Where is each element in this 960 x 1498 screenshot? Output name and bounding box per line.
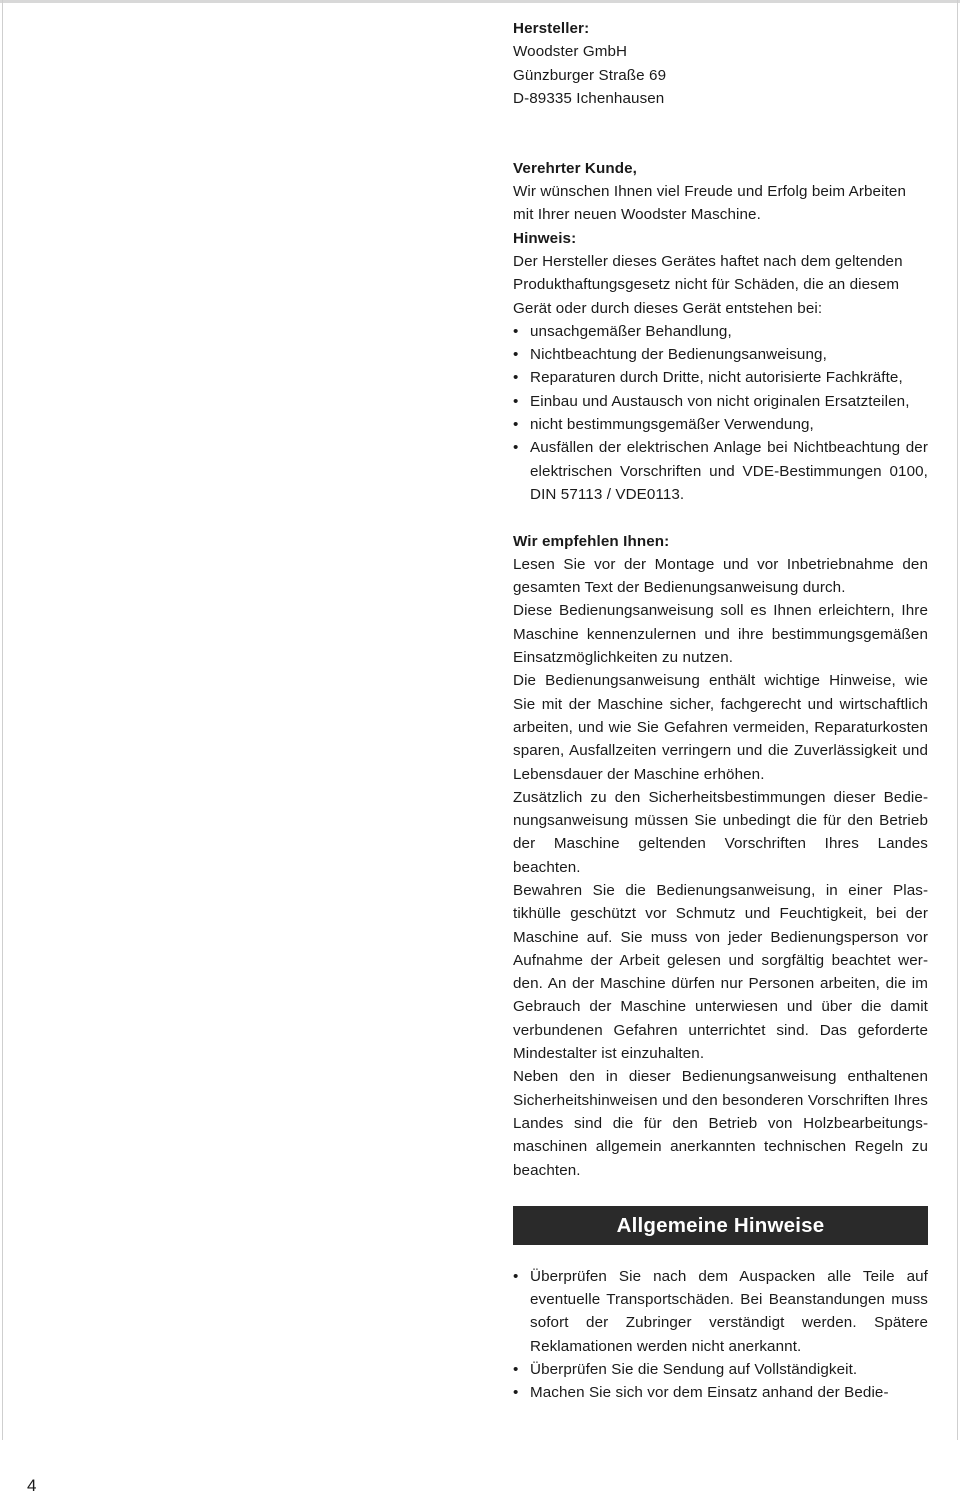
notice-intro: Der Hersteller dieses Gerätes haftet nach dem geltenden Produkthaftungsgesetz nicht für Schäden, die an diesem Gerät oder durch dieses Gerät entstehen bei:: [513, 252, 903, 317]
list-item: • unsachgemäßer Behandlung,: [513, 320, 928, 343]
list-item: • nicht bestimmungsgemäßer Verwendung,: [513, 413, 928, 436]
recommend-paragraph: Bewahren Sie die Bedienungsanweisung, in einer Plastikhülle geschützt vor Schmutz und Feuchtigkeit, bei der Maschine auf. Sie muss von jeder Bedienungsperson vor Aufnahme der Arbeit gelesen und sorgfältig beachtet werden. An der Maschine dürfen nur Personen arbeiten, die im Gebrauch der Maschine unterwiesen und über die damit verbundenen Gefahren unterrichtet sind. Das geforderte Mindestalter ist einzuhalten.: [513, 881, 928, 1063]
manufacturer-city: D-89335 Ichenhausen: [513, 89, 665, 107]
recommend-heading: Wir empfehlen Ihnen:: [513, 532, 670, 550]
recommend-paragraph: Zusätzlich zu den Sicherheitsbestimmungen dieser Bedienungsanweisung müssen Sie unbedingt die für den Betrieb der Maschine geltenden Vorschriften Ihres Landes beachten.: [513, 788, 928, 876]
text-column: [513, 17, 928, 1405]
list-item: • Überprüfen Sie die Sendung auf Vollständigkeit.: [513, 1358, 928, 1381]
notice-heading: Hinweis:: [513, 229, 577, 247]
recommend-paragraph: Neben den in dieser Bedienungsanweisung enthaltenen Sicherheitshinweisen und den besonderen Vorschriften Ihres Landes sind die für den Betrieb von Holzbearbeitungsmaschinen allgemein anerkannten technischen Regeln zu beachten.: [513, 1068, 928, 1179]
recommend-paragraph: Die Bedienungsanweisung enthält wichtige Hinweise, wie Sie mit der Maschine sicher, fachgerecht und wirtschaftlich arbeiten, und wie Sie Gefahren vermeiden, Reparaturkosten sparen, Ausfallzeiten verringern und die Zuverlässigkeit und Lebensdauer der Maschine erhöhen.: [513, 672, 928, 783]
list-item: • Ausfällen der elektrischen Anlage bei Nichtbeachtung der elektrischen Vorschriften und VDE-Bestimmungen 0100, DIN 57113 / VDE0113.: [513, 436, 928, 506]
list-item: • Reparaturen durch Dritte, nicht autorisierte Fachkräfte,: [513, 366, 928, 389]
greeting-heading: Verehrter Kunde,: [513, 159, 637, 177]
recommend-block: [513, 530, 928, 1182]
page-left-border: [2, 0, 3, 1440]
list-item: • Überprüfen Sie nach dem Auspacken alle Teile auf eventuelle Transportschäden. Bei Beanstandungen muss sofort der Zubringer verständigt werden. Spätere Reklamationen werden nicht anerkannt.: [513, 1265, 928, 1358]
manufacturer-block: [513, 17, 928, 110]
greeting-block: [513, 157, 928, 227]
page-right-border: [957, 0, 958, 1440]
greeting-text: Wir wünschen Ihnen viel Freude und Erfolg beim Arbeiten mit Ihrer neuen Woodster Maschine.: [513, 183, 906, 224]
list-item: • Nichtbeachtung der Bedienungsanweisung,: [513, 343, 928, 366]
manufacturer-street: Günzburger Straße 69: [513, 66, 667, 84]
section-banner: Allgemeine Hinweise: [513, 1206, 928, 1245]
page-number: 4: [27, 1476, 37, 1495]
recommend-paragraph: Lesen Sie vor der Montage und vor Inbetriebnahme den gesamten Text der Bedienungsanweisung durch.: [513, 555, 928, 597]
list-item: • Einbau und Austausch von nicht originalen Ersatzteilen,: [513, 390, 928, 413]
manufacturer-name: Woodster GmbH: [513, 43, 628, 61]
notice-block: [513, 227, 928, 507]
recommend-paragraph: Diese Bedienungsanweisung soll es Ihnen erleichtern, Ihre Maschine kennenzulernen und ihre bestimmungsgemäßen Einsatzmöglichkeiten zu nutzen.: [513, 602, 928, 667]
notice-list: [513, 320, 928, 506]
manufacturer-heading: Hersteller:: [513, 20, 590, 37]
general-list: [513, 1265, 928, 1405]
page-top-border: [0, 0, 960, 3]
list-item: • Machen Sie sich vor dem Einsatz anhand der Bedie-: [513, 1381, 928, 1404]
